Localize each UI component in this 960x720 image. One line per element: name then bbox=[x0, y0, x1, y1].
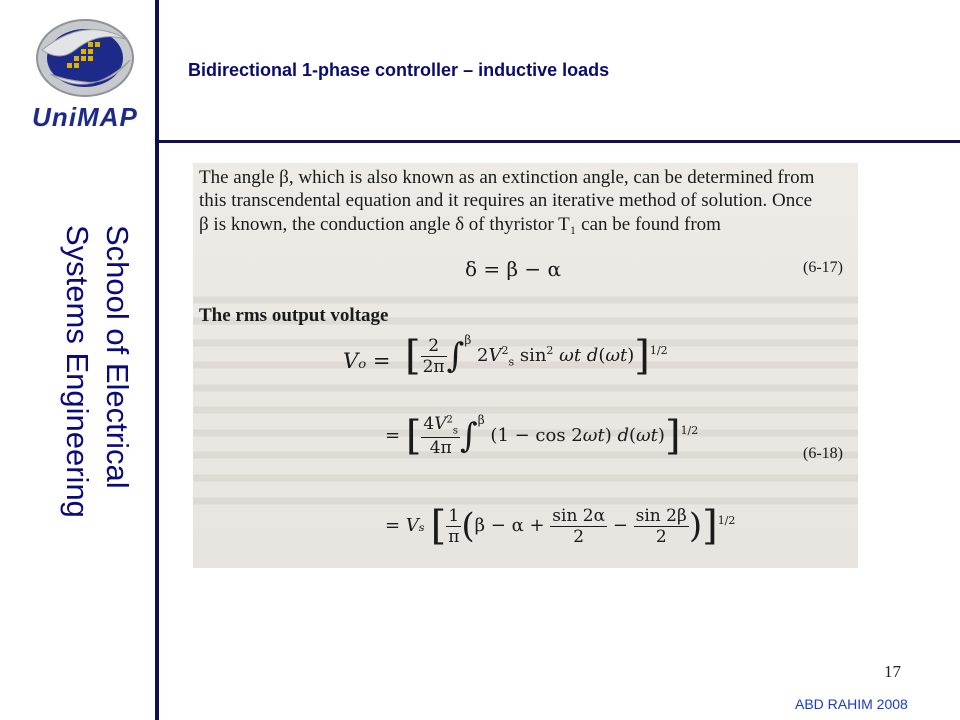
paragraph-line-3: β is known, the conduction angle δ of thyristor T₁ can be found from bbox=[199, 214, 721, 235]
paragraph-line-1: The angle β, which is also known as an extinction angle, can be determined from bbox=[199, 167, 815, 188]
unimap-logo bbox=[30, 10, 140, 130]
textbook-scan-image bbox=[193, 163, 858, 568]
sidebar-line-1: School of Electrical bbox=[100, 225, 135, 489]
paragraph-line-2: this transcendental equation and it requires an iterative method of solution. Once bbox=[199, 190, 813, 211]
sidebar-school-name bbox=[42, 225, 137, 580]
equation-number-6-17: (6-17) bbox=[803, 259, 843, 276]
equation-line-2: = [ $\frac{4V^2_s}{4\pi}$ ∫$^\beta$ (1 − cos 2ωt) d(ωt)]$^{1/2}$ bbox=[385, 413, 699, 459]
equation-delta: δ = β − α bbox=[465, 257, 562, 281]
equation-line-3: = Vₛ [ $\frac{1}{\pi}$ (β − α + $\frac{\sin 2\alpha}{2}$ − $\frac{\sin 2\beta}{2}$ )]$^{1/2}$ bbox=[385, 503, 736, 549]
equation-number-6-18: (6-18) bbox=[803, 445, 843, 462]
author-credit: ABD RAHIM 2008 bbox=[795, 696, 908, 712]
logo-wordmark: UniMAP bbox=[32, 102, 138, 132]
page-title: Bidirectional 1-phase controller – inductive loads bbox=[188, 60, 610, 80]
equation-line-1: [ $\frac{2}{2\pi}$ ∫$^\beta$ $2V^2_s$ $\sin^2 \omega t$ d(ωt)]$^{1/2}$ bbox=[405, 333, 668, 379]
logo-emblem-icon bbox=[30, 10, 140, 105]
page-number: 17 bbox=[884, 662, 901, 681]
horizontal-divider bbox=[155, 140, 960, 143]
sidebar-line-2: Systems Engineering bbox=[60, 225, 95, 518]
equation-line-3-prefix: = Vₛ bbox=[385, 515, 425, 536]
equation-vo-lhs: Vₒ = bbox=[343, 349, 391, 373]
rms-heading: The rms output voltage bbox=[199, 305, 389, 326]
vertical-divider bbox=[155, 0, 159, 720]
